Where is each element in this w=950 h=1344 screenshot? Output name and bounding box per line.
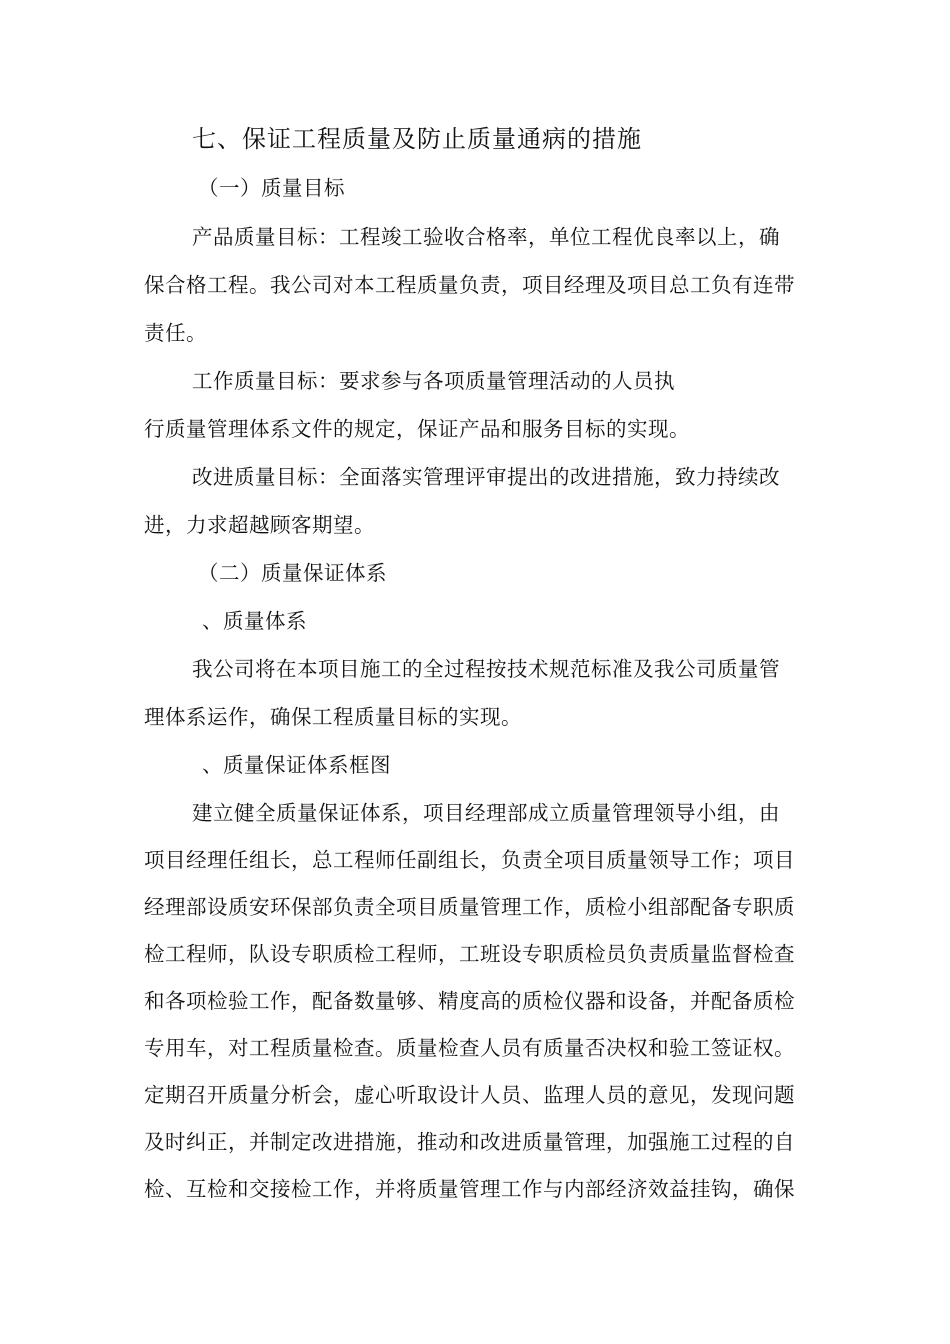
paragraph-line: 产品质量目标：工程竣工验收合格率，单位工程优良率以上，确 [192, 225, 780, 249]
paragraph-line: 经理部设质安环保部负责全项目质量管理工作，质检小组部配备专职质 [144, 895, 795, 919]
paragraph-line: 责任。 [144, 321, 207, 345]
paragraph-line: 定期召开质量分析会，虚心听取设计人员、监理人员的意见，发现问题 [144, 1083, 795, 1107]
section-heading-quality-goals: （一）质量目标 [198, 176, 345, 200]
paragraph-line: 理体系运作，确保工程质量目标的实现。 [144, 705, 522, 729]
subsection-heading-framework: 、质量保证体系框图 [202, 753, 391, 777]
paragraph-line: 行质量管理体系文件的规定，保证产品和服务目标的实现。 [144, 417, 690, 441]
paragraph-line: 保合格工程。我公司对本工程质量负责，项目经理及项目总工负有连带 [144, 273, 795, 297]
paragraph-line: 和各项检验工作，配备数量够、精度高的质检仪器和设备，并配备质检 [144, 989, 795, 1013]
document-title: 七、保证工程质量及防止质量通病的措施 [192, 125, 642, 153]
paragraph-line: 检工程师，队设专职质检工程师，工班设专职质检员负责质量监督检查 [144, 942, 795, 966]
subsection-heading-quality-system: 、质量体系 [202, 609, 307, 633]
paragraph-line: 我公司将在本项目施工的全过程按技术规范标准及我公司质量管 [192, 657, 780, 681]
paragraph-line: 改进质量目标：全面落实管理评审提出的改进措施，致力持续改 [192, 465, 780, 489]
section-heading-quality-assurance: （二）质量保证体系 [198, 561, 387, 585]
paragraph-line: 检、互检和交接检工作，并将质量管理工作与内部经济效益挂钩，确保 [144, 1177, 795, 1201]
paragraph-line: 工作质量目标：要求参与各项质量管理活动的人员执 [192, 369, 675, 393]
paragraph-line: 专用车，对工程质量检查。质量检查人员有质量否决权和验工签证权。 [144, 1036, 795, 1060]
paragraph-line: 及时纠正，并制定改进措施，推动和改进质量管理，加强施工过程的自 [144, 1130, 795, 1154]
paragraph-line: 项目经理任组长，总工程师任副组长，负责全项目质量领导工作；项目 [144, 848, 795, 872]
paragraph-line: 建立健全质量保证体系，项目经理部成立质量管理领导小组，由 [192, 801, 780, 825]
paragraph-line: 进，力求超越顾客期望。 [144, 513, 375, 537]
